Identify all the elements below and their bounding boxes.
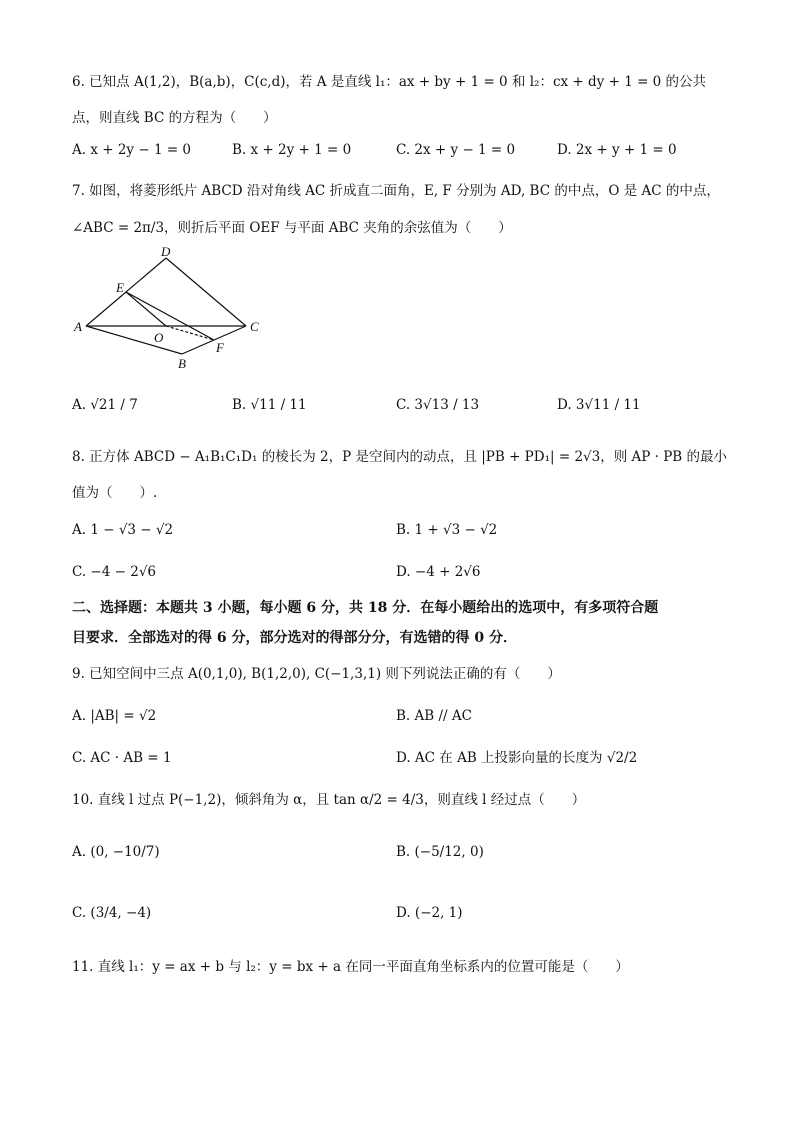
label-F: F <box>216 340 224 355</box>
section2-line2: 目要求．全部选对的得 6 分，部分选对的得部分分，有选错的得 0 分． <box>72 630 517 646</box>
q10-option-c: C. (3/4, −4) <box>72 905 152 921</box>
q6-option-d: D. 2x + y + 1 = 0 <box>557 142 677 158</box>
q10-option-a: A. (0, −10/7) <box>72 844 160 860</box>
q11-line1: 11. 直线 l₁：y = ax + b 与 l₂：y = bx + a 在同一平面直角坐标系内的位置可能是（ ） <box>72 959 629 975</box>
q6-line1: 6. 已知点 A(1,2)，B(a,b)，C(c,d)，若 A 是直线 l₁：ax + by + 1 = 0 和 l₂：cx + dy + 1 = 0 的公共 <box>72 74 707 90</box>
q7-option-c: C. 3√13 / 13 <box>396 397 480 413</box>
q6-line2: 点，则直线 BC 的方程为（ ） <box>72 110 277 126</box>
rhombus-figure <box>70 246 270 374</box>
q7-option-b: B. √11 / 11 <box>232 397 307 413</box>
edge-AB <box>86 326 182 354</box>
edge-EO <box>126 292 166 326</box>
q9-option-b: B. AB // AC <box>396 708 472 724</box>
q9-line1: 9. 已知空间中三点 A(0,1,0), B(1,2,0), C(−1,3,1) 则下列说法正确的有（ ） <box>72 666 561 682</box>
label-O: O <box>154 330 164 345</box>
q8-line1: 8. 正方体 ABCD − A₁B₁C₁D₁ 的棱长为 2，P 是空间内的动点，且 |PB + PD₁| = 2√3，则 AP · PB 的最小 <box>72 449 728 465</box>
label-D: D <box>161 246 171 259</box>
q9-option-c: C. AC · AB = 1 <box>72 750 172 766</box>
label-C: C <box>250 319 259 334</box>
edge-DC <box>166 258 246 326</box>
q7-line2: ∠ABC = 2π/3，则折后平面 OEF 与平面 ABC 夹角的余弦值为（ ） <box>72 220 512 236</box>
label-B: B <box>178 356 186 371</box>
q9-option-d: D. AC 在 AB 上投影向量的长度为 √2/2 <box>396 750 638 766</box>
q8-option-a: A. 1 − √3 − √2 <box>72 522 174 538</box>
q10-option-b: B. (−5/12, 0) <box>396 844 484 860</box>
q9-option-a: A. |AB| = √2 <box>72 708 157 724</box>
label-E: E <box>116 280 124 295</box>
q7-option-a: A. √21 / 7 <box>72 397 138 413</box>
q7-line1: 7. 如图，将菱形纸片 ABCD 沿对角线 AC 折成直二面角，E, F 分别为 AD, BC 的中点，O 是 AC 的中点， <box>72 183 720 199</box>
edge-OF <box>166 326 214 340</box>
q10-line1: 10. 直线 l 过点 P(−1,2)，倾斜角为 α，且 tan α/2 = 4/3，则直线 l 经过点（ ） <box>72 792 586 808</box>
q8-option-d: D. −4 + 2√6 <box>396 564 481 580</box>
edge-EF <box>126 292 214 340</box>
q6-option-b: B. x + 2y + 1 = 0 <box>232 142 352 158</box>
label-A: A <box>74 319 82 334</box>
q8-option-c: C. −4 − 2√6 <box>72 564 157 580</box>
q8-option-b: B. 1 + √3 − √2 <box>396 522 498 538</box>
q10-option-d: D. (−2, 1) <box>396 905 463 921</box>
section2-line1: 二、选择题：本题共 3 小题，每小题 6 分，共 18 分．在每小题给出的选项中，有多项符合题 <box>72 600 659 616</box>
q8-line2: 值为（ ）. <box>72 485 158 501</box>
q6-option-c: C. 2x + y − 1 = 0 <box>396 142 516 158</box>
q7-option-d: D. 3√11 / 11 <box>557 397 641 413</box>
q6-option-a: A. x + 2y − 1 = 0 <box>72 142 192 158</box>
